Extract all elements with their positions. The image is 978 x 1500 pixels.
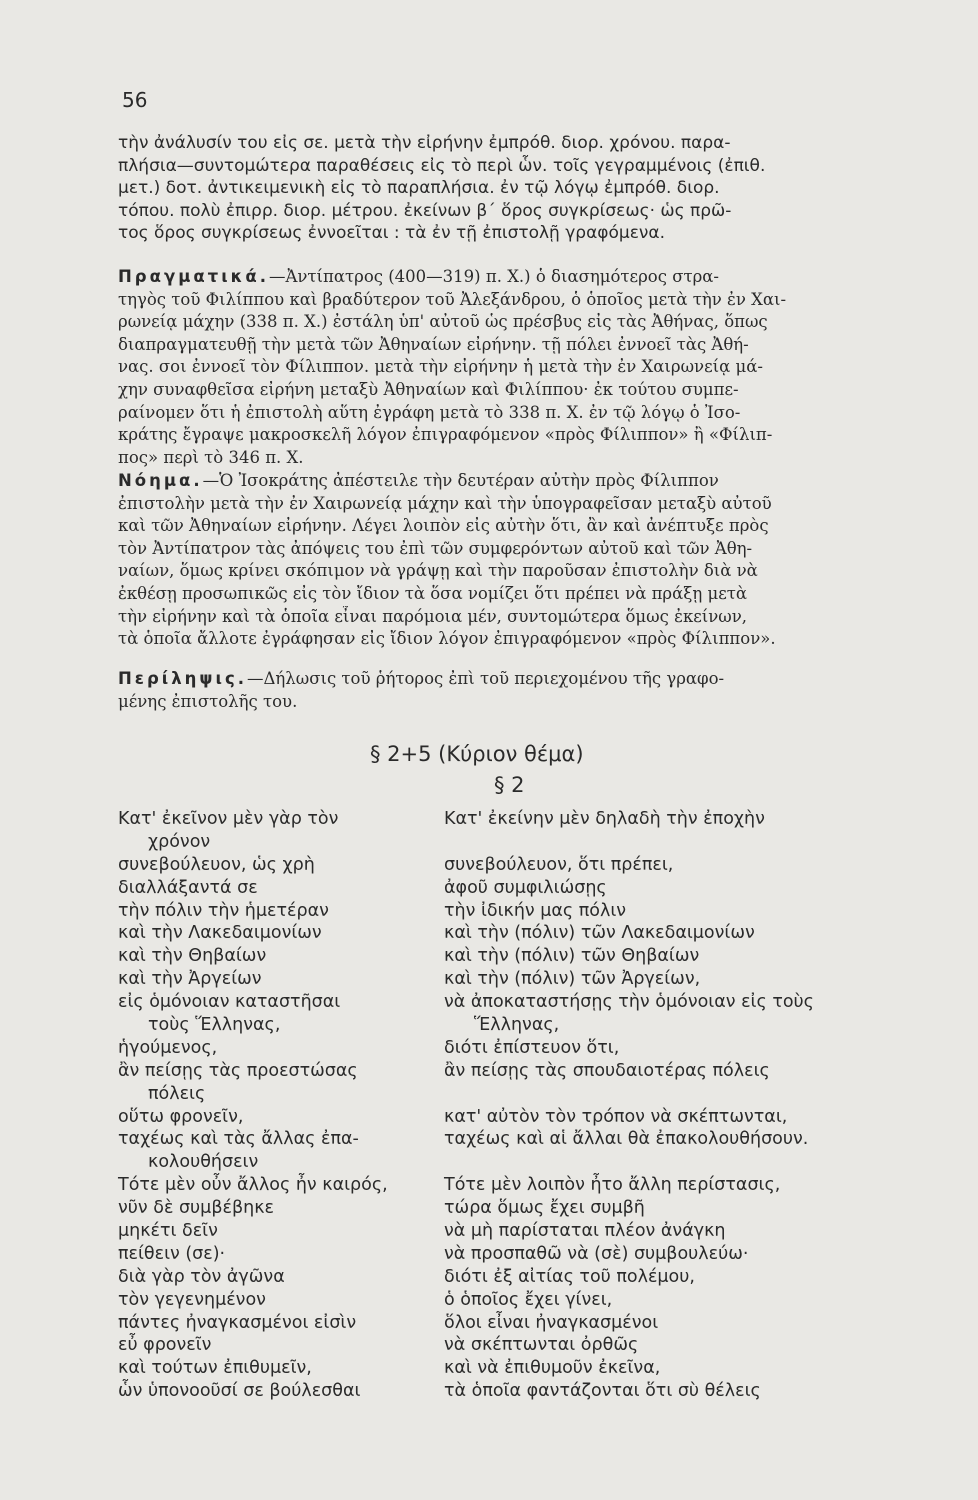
translation-line: διότι ἐξ αἰτίας τοῦ πολέμου, xyxy=(444,1266,695,1287)
greek-line: πάντες ἠναγκασμένοι εἰσὶν xyxy=(118,1312,357,1333)
translation-line: καὶ τὴν (πόλιν) τῶν Ἀργείων, xyxy=(444,969,701,990)
pragmatika-line: κράτης ἔγραψε μακροσκελῆ λόγον ἐπιγραφόμενον «πρὸς Φίλιππον» ἢ «Φίλιπ- xyxy=(118,425,773,445)
translation-line: συνεβούλευον, ὅτι πρέπει, xyxy=(444,854,674,875)
noima-line: ἐπιστολὴν μετὰ τὴν ἐν Χαιρωνείᾳ μάχην καὶ τὴν ὑπογραφεῖσαν μεταξὺ αὐτοῦ xyxy=(118,493,772,513)
greek-line: κολουθήσειν xyxy=(148,1152,259,1173)
pragmatika-line: τηγὸς τοῦ Φιλίππου καὶ βραδύτερον τοῦ Ἀλεξάνδρου, ὁ ὁποῖος μετὰ τὴν ἐν Χαι- xyxy=(118,289,787,309)
translation-line: νὰ ἀποκαταστήσῃς τὴν ὁμόνοιαν εἰς τοὺς xyxy=(444,992,814,1013)
intro-paragraph xyxy=(118,132,918,245)
intro-line: τόπου. πολὺ ἐπιρρ. διορ. μέτρου. ἐκείνων β΄ ὅρος συγκρίσεως· ὡς πρῶ- xyxy=(118,200,732,221)
pragmatika-line: χην συναφθεῖσα εἰρήνη μεταξὺ Ἀθηναίων καὶ Φιλίππου· ἐκ τούτου συμπε- xyxy=(118,379,739,399)
greek-line: μηκέτι δεῖν xyxy=(118,1221,218,1242)
noima-line: ναίων, ὅμως κρίνει σκόπιμον νὰ γράψῃ καὶ τὴν παροῦσαν ἐπιστολὴν διὰ νὰ xyxy=(118,561,758,581)
greek-line: καὶ τὴν Λακεδαιμονίων xyxy=(118,923,322,944)
intro-line: τος ὅρος συγκρίσεως ἐννοεῖται : τὰ ἐν τῇ ἐπιστολῇ γραφόμενα. xyxy=(118,223,666,244)
noima-line: —Ὁ Ἰσοκράτης ἀπέστειλε τὴν δευτέραν αὐτὴν πρὸς Φίλιππον xyxy=(202,471,719,490)
translation-line: τὴν ἰδικήν μας πόλιν xyxy=(444,900,627,921)
greek-line: οὕτω φρονεῖν, xyxy=(118,1106,244,1127)
intro-line: μετ.) δοτ. ἀντικειμενικὴ εἰς τὸ παραπλήσια. ἐν τῷ λόγῳ ἐμπρόθ. διορ. xyxy=(118,178,720,199)
greek-line: ὧν ὑπονοοῦσί σε βούλεσθαι xyxy=(118,1381,361,1402)
perilipsis-line: —Δήλωσις τοῦ ῥήτορος ἐπὶ τοῦ περιεχομένου τῆς γραφο- xyxy=(247,669,725,688)
pragmatika-line: ραίνομεν ὅτι ἡ ἐπιστολὴ αὕτη ἐγράφη μετὰ τὸ 338 π. Χ. ἐν τῷ λόγῳ ὁ Ἰσο- xyxy=(118,402,741,422)
noima-line: τὴν εἰρήνην καὶ τὰ ὁποῖα εἶναι παρόμοια μέν, συντομώτερα ὅμως ἐκείνων, xyxy=(118,606,748,626)
pragmatika-line: —Ἀντίπατρος (400—319) π. Χ.) ὁ διασημότερος στρα- xyxy=(268,267,719,286)
section-title: § 2+5 (Κύριον θέμα) xyxy=(370,742,584,766)
intro-line: πλήσια—συντομώτερα παραθέσεις εἰς τὸ περὶ ὧν. τοῖς γεγραμμένοις (ἐπιθ. xyxy=(118,155,766,176)
perilipsis-heading: Περίληψις. xyxy=(118,669,247,688)
translation-line: Κατ' ἐκείνην μὲν δηλαδὴ τὴν ἐποχὴν xyxy=(444,809,765,829)
greek-line: καὶ τὴν Θηβαίων xyxy=(118,946,267,967)
noima-line: καὶ τῶν Ἀθηναίων εἰρήνην. Λέγει λοιπὸν εἰς αὐτὴν ὅτι, ἂν καὶ ἀνέπτυξε πρὸς xyxy=(118,516,769,536)
translation-line: Ἕλληνας, xyxy=(474,1015,560,1036)
greek-line: Κατ' ἐκεῖνον μὲν γὰρ τὸν xyxy=(118,809,339,829)
translation-line: νὰ μὴ παρίσταται πλέον ἀνάγκη xyxy=(444,1221,726,1242)
greek-line: τοὺς Ἕλληνας, xyxy=(148,1015,281,1036)
pragmatika-line: διαπραγματευθῇ τὴν μετὰ τῶν Ἀθηναίων εἰρήνην. τῇ πόλει ἐννοεῖ τὰς Ἀθή- xyxy=(118,334,749,354)
translation-line: ἂν πείσῃς τὰς σπουδαιοτέρας πόλεις xyxy=(444,1060,770,1081)
greek-line: συνεβούλευον, ὡς χρὴ xyxy=(118,854,315,875)
noima-line: ἐκθέσῃ προσωπικῶς εἰς τὸν ἴδιον τὰ ὅσα νομίζει ὅτι πρέπει νὰ πράξῃ μετὰ xyxy=(118,583,748,603)
greek-line: καὶ τὴν Ἀργείων xyxy=(118,969,262,990)
translation-column xyxy=(444,808,814,1403)
greek-line: εὖ φρονεῖν xyxy=(118,1335,212,1356)
pragmatika-line: ρωνείᾳ μάχην (338 π. Χ.) ἐστάλη ὑπ' αὐτοῦ ὡς πρέσβυς εἰς τὰς Ἀθήνας, ὅπως xyxy=(118,312,768,332)
greek-line: ταχέως καὶ τὰς ἄλλας ἐπα- xyxy=(118,1129,359,1150)
greek-line: καὶ τούτων ἐπιθυμεῖν, xyxy=(118,1358,312,1379)
noima-paragraph xyxy=(118,470,918,651)
greek-line: χρόνον xyxy=(148,831,211,852)
translation-line xyxy=(444,1151,814,1174)
translation-line: νὰ προσπαθῶ νὰ (σὲ) συμβουλεύω· xyxy=(444,1243,749,1264)
greek-line: νῦν δὲ συμβέβηκε xyxy=(118,1198,274,1219)
pragmatika-line: νας. σοι ἐννοεῖ τὸν Φίλιππον. μετὰ τὴν εἰρήνην ἡ μετὰ τὴν ἐν Χαιρωνείᾳ μά- xyxy=(118,357,763,377)
perilipsis-line: μένης ἐπιστολῆς του. xyxy=(118,691,298,711)
section-subtitle: § 2 xyxy=(494,773,525,797)
translation-line: ταχέως καὶ αἱ ἄλλαι θὰ ἐπακολουθήσουν. xyxy=(444,1129,809,1150)
translation-line: ὁ ὁποῖος ἔχει γίνει, xyxy=(444,1289,613,1310)
pragmatika-heading: Πραγματικά. xyxy=(118,267,269,286)
translation-line: διότι ἐπίστευον ὅτι, xyxy=(444,1037,620,1058)
translation-line xyxy=(444,1083,814,1106)
perilipsis-paragraph xyxy=(118,668,918,713)
translation-line: καὶ νὰ ἐπιθυμοῦν ἐκεῖνα, xyxy=(444,1358,661,1379)
greek-line: διὰ γὰρ τὸν ἀγῶνα xyxy=(118,1266,285,1287)
greek-line: πόλεις xyxy=(148,1083,206,1104)
intro-line: τὴν ἀνάλυσίν του εἰς σε. μετὰ τὴν εἰρήνην ἐμπρόθ. διορ. χρόνου. παρα- xyxy=(118,133,731,153)
translation-line: κατ' αὐτὸν τὸν τρόπον νὰ σκέπτωνται, xyxy=(444,1106,788,1127)
greek-line: τὸν γεγενημένον xyxy=(118,1289,266,1310)
noima-line: τὰ ὁποῖα ἄλλοτε ἐγράφησαν εἰς ἴδιον λόγον ἐπιγραφόμενον «πρὸς Φίλιππον». xyxy=(118,629,776,649)
pragmatika-paragraph xyxy=(118,266,918,469)
greek-line: πείθειν (σε)· xyxy=(118,1243,226,1264)
greek-line: Τότε μὲν οὖν ἄλλος ἦν καιρός, xyxy=(118,1175,388,1196)
greek-line: ἡγούμενος, xyxy=(118,1037,218,1058)
page-number: 56 xyxy=(122,88,148,112)
translation-line: τὰ ὁποῖα φαντάζονται ὅτι σὺ θέλεις xyxy=(444,1381,761,1402)
greek-line: εἰς ὁμόνοιαν καταστῆσαι xyxy=(118,992,341,1013)
noima-heading: Νόημα. xyxy=(118,471,203,490)
greek-line: ἂν πείσῃς τὰς προεστώσας xyxy=(118,1060,358,1081)
translation-line: ἀφοῦ συμφιλιώσῃς xyxy=(444,877,607,898)
greek-line: διαλλάξαντά σε xyxy=(118,877,258,898)
pragmatika-line: πος» περὶ τὸ 346 π. Χ. xyxy=(118,447,304,467)
translation-line: καὶ τὴν (πόλιν) τῶν Λακεδαιμονίων xyxy=(444,923,755,944)
greek-line: τὴν πόλιν τὴν ἡμετέραν xyxy=(118,900,329,921)
translation-line: νὰ σκέπτωνται ὀρθῶς xyxy=(444,1335,639,1356)
translation-line: καὶ τὴν (πόλιν) τῶν Θηβαίων xyxy=(444,946,700,967)
translation-line: τώρα ὅμως ἔχει συμβῆ xyxy=(444,1198,645,1219)
translation-line xyxy=(444,831,814,854)
noima-line: τὸν Ἀντίπατρον τὰς ἀπόψεις του ἐπὶ τῶν συμφερόντων αὐτοῦ καὶ τῶν Ἀθη- xyxy=(118,538,753,558)
greek-text-column xyxy=(118,808,388,1403)
translation-line: ὅλοι εἶναι ἠναγκασμένοι xyxy=(444,1312,659,1333)
translation-line: Τότε μὲν λοιπὸν ἦτο ἄλλη περίστασις, xyxy=(444,1175,781,1196)
